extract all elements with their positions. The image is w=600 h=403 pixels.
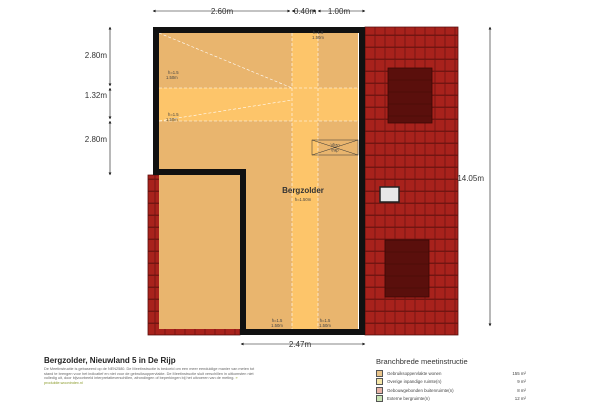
dimension-left: [85, 27, 110, 175]
room-height: h=1.50m: [295, 197, 312, 202]
hatch-label: Vlizo: [330, 143, 340, 148]
svg-text:1.32m: 1.32m: [85, 91, 108, 100]
legend-item: [376, 378, 526, 387]
legend-label: Gebruiksoppervlakte wonen: [387, 371, 500, 376]
legend-value: 9 m²: [500, 379, 526, 384]
svg-text:1.50m: 1.50m: [166, 75, 178, 80]
height-marker: [166, 70, 179, 80]
svg-text:1.50m: 1.50m: [271, 323, 283, 328]
legend-swatch: [376, 370, 383, 377]
svg-text:h=1.5: h=1.5: [272, 318, 283, 323]
svg-text:14.05m: 14.05m: [457, 174, 484, 183]
svg-text:h=1.5: h=1.5: [320, 318, 331, 323]
legend-value: 155 m²: [500, 371, 526, 376]
svg-text:2.47m: 2.47m: [289, 340, 312, 349]
svg-text:2.60m: 2.60m: [211, 7, 234, 16]
svg-text:2.80m: 2.80m: [85, 51, 108, 60]
dimension-top: [153, 7, 365, 16]
measurement-legend: [376, 357, 526, 403]
legend-swatch: [376, 395, 383, 402]
description-text: De Meetinstructie is gebaseerd op de NEN2580. De Meetinstructie is bedoeld om een meer eenduidige manier van meten tot stand te brengen voor het indicatief en niet voor de gebruiksoppervlakte. De Meetinstructie sluit verschillen in uitkomsten niet volledig uit, door bijvoorbeeld interpretatieverschillen, afrondingen of beperkingen bij het uitvoeren van de meting.: [44, 367, 254, 380]
chimney: [380, 187, 399, 202]
height-marker: [166, 112, 179, 122]
height-marker: [319, 318, 331, 328]
legend-swatch: [376, 387, 383, 394]
legend-label: Gebouwgebonden buitenruimte(n): [387, 388, 500, 393]
legend-item: [376, 369, 526, 378]
hatch-label: trap: [331, 148, 339, 153]
svg-text:h=1.5: h=1.5: [168, 70, 179, 75]
roof-window: [388, 68, 432, 123]
plan-description: [44, 367, 264, 385]
height-marker: [271, 318, 283, 328]
svg-text:0.40m: 0.40m: [294, 7, 317, 16]
dimension-bottom: [241, 340, 365, 349]
description-note: » produktie.woonindex.nl: [44, 376, 238, 385]
accessible-strip-vertical: [292, 33, 318, 329]
legend-swatch: [376, 378, 383, 385]
svg-text:1.50m: 1.50m: [319, 323, 331, 328]
dimension-right: [457, 27, 490, 326]
svg-text:1.50m: 1.50m: [166, 117, 178, 122]
svg-text:1.50m: 1.50m: [312, 35, 324, 40]
svg-text:h=1.5: h=1.5: [313, 30, 324, 35]
height-marker: [312, 30, 324, 40]
svg-text:1.00m: 1.00m: [328, 7, 351, 16]
attic-floor: [159, 33, 358, 329]
legend-value: 12 m²: [500, 396, 526, 401]
roof-window: [385, 240, 429, 297]
legend-label: Overige inpandige ruimte(n): [387, 379, 500, 384]
svg-text:h=1.5: h=1.5: [168, 112, 179, 117]
svg-text:2.80m: 2.80m: [85, 135, 108, 144]
legend-title: Branchbrede meetinstructie: [376, 357, 526, 366]
legend-label: Externe bergruimte(n): [387, 396, 500, 401]
room-name: Bergzolder: [282, 186, 324, 195]
legend-value: 8 m²: [500, 388, 526, 393]
legend-item: [376, 386, 526, 395]
legend-item: [376, 395, 526, 403]
plan-title: Bergzolder, Nieuwland 5 in De Rijp: [44, 356, 176, 365]
